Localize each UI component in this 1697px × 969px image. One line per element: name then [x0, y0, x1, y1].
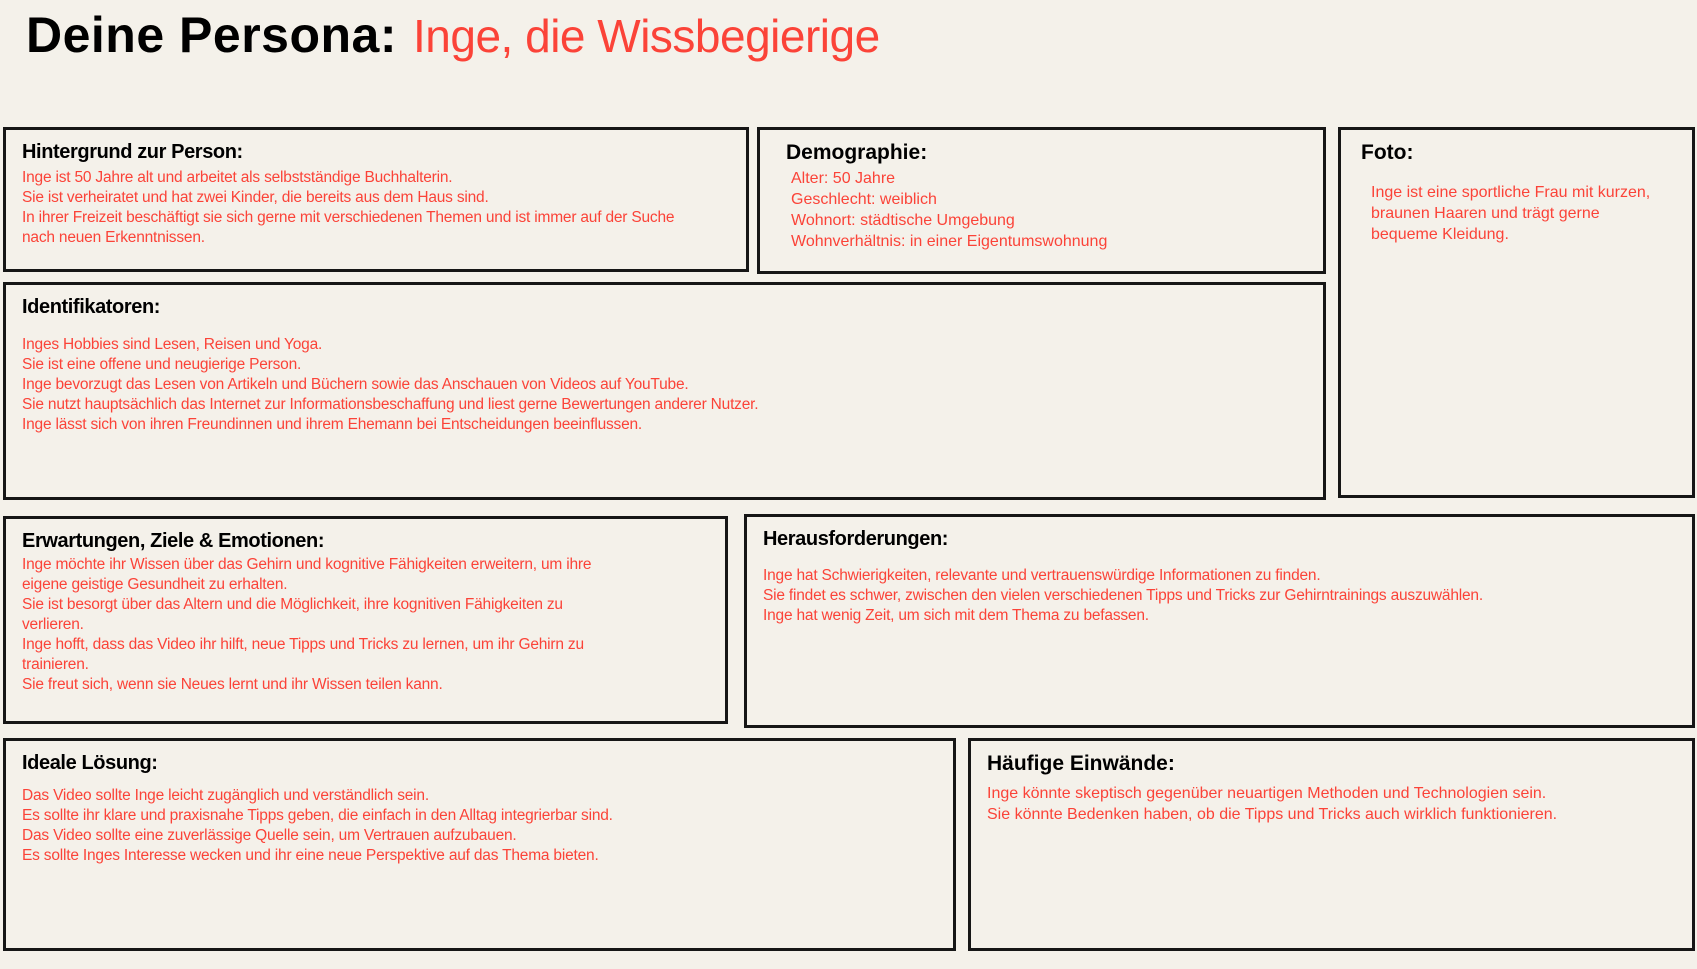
text-line: Inge möchte ihr Wissen über das Gehirn und kognitive Fähigkeiten erweitern, um ihre — [22, 556, 592, 573]
identifikatoren-heading: Identifikatoren: — [22, 296, 161, 318]
haeufige-einwaende-body — [987, 783, 1676, 825]
ideale-loesung-heading: Ideale Lösung: — [22, 752, 158, 774]
herausforderungen-heading: Herausforderungen: — [763, 528, 949, 550]
text-line: Inge lässt sich von ihren Freundinnen und ihrem Ehemann bei Entscheidungen beeinflussen. — [22, 416, 643, 433]
erwartungen-body — [22, 555, 709, 695]
erwartungen-ziele-emotionen-box — [3, 516, 728, 724]
text-line: Inge hat Schwierigkeiten, relevante und vertrauenswürdige Informationen zu finden. — [763, 567, 1321, 584]
herausforderungen-body — [763, 566, 1676, 626]
text-line: Inge ist eine sportliche Frau mit kurzen, — [1371, 184, 1651, 202]
text-line: Es sollte Inges Interesse wecken und ihr eine neue Perspektive auf das Thema bieten. — [22, 847, 599, 864]
ideale-loesung-box — [3, 738, 956, 951]
identifikatoren-body — [22, 335, 1307, 435]
text-line: In ihrer Freizeit beschäftigt sie sich gerne mit verschiedenen Themen und ist immer auf der Suche — [22, 209, 675, 226]
text-line: trainieren. — [22, 656, 89, 673]
text-line: eigene geistige Gesundheit zu erhalten. — [22, 576, 288, 593]
demographie-box — [757, 127, 1326, 274]
demographie-heading: Demographie: — [786, 141, 928, 164]
demographie-body — [786, 168, 1307, 252]
persona-name: Inge, die Wissbegierige — [413, 10, 880, 62]
text-line: Inge bevorzugt das Lesen von Artikeln und Büchern sowie das Anschauen von Videos auf YouTube. — [22, 376, 689, 393]
haeufige-einwaende-box — [968, 738, 1695, 951]
identifikatoren-box — [3, 282, 1326, 500]
ideale-loesung-body — [22, 786, 937, 866]
page-title — [26, 6, 880, 64]
text-line: Sie ist verheiratet und hat zwei Kinder, die bereits aus dem Haus sind. — [22, 189, 489, 206]
text-line: nach neuen Erkenntnissen. — [22, 229, 205, 246]
hintergrund-box — [3, 127, 749, 272]
text-line: Es sollte ihr klare und praxisnahe Tipps geben, die einfach in den Alltag integrierbar sind. — [22, 807, 613, 824]
text-line: Das Video sollte eine zuverlässige Quelle sein, um Vertrauen aufzubauen. — [22, 827, 517, 844]
text-line: Das Video sollte Inge leicht zugänglich und verständlich sein. — [22, 787, 429, 804]
text-line: Sie ist besorgt über das Altern und die Möglichkeit, ihre kognitiven Fähigkeiten zu — [22, 596, 563, 613]
text-line: Geschlecht: weiblich — [791, 191, 937, 209]
hintergrund-body — [22, 168, 730, 248]
erwartungen-heading: Erwartungen, Ziele & Emotionen: — [22, 530, 325, 552]
page-title-label: Deine Persona: — [26, 7, 398, 63]
text-line: Inge könnte skeptisch gegenüber neuartigen Methoden und Technologien sein. — [987, 785, 1547, 803]
text-line: Sie könnte Bedenken haben, ob die Tipps und Tricks auch wirklich funktionieren. — [987, 806, 1558, 824]
text-line: Sie ist eine offene und neugierige Person. — [22, 356, 302, 373]
foto-body — [1361, 182, 1684, 245]
text-line: Sie freut sich, wenn sie Neues lernt und ihr Wissen teilen kann. — [22, 676, 443, 693]
foto-box — [1338, 127, 1695, 498]
text-line: Sie nutzt hauptsächlich das Internet zur Informationsbeschaffung und liest gerne Bewertungen anderer Nutzer. — [22, 396, 759, 413]
text-line: bequeme Kleidung. — [1371, 226, 1509, 244]
hintergrund-heading: Hintergrund zur Person: — [22, 141, 243, 163]
text-line: braunen Haaren und trägt gerne — [1371, 205, 1600, 223]
text-line: Alter: 50 Jahre — [791, 170, 896, 188]
text-line: verlieren. — [22, 616, 84, 633]
foto-heading: Foto: — [1361, 141, 1414, 164]
text-line: Inge hat wenig Zeit, um sich mit dem Thema zu befassen. — [763, 607, 1149, 624]
text-line: Inge ist 50 Jahre alt und arbeitet als selbstständige Buchhalterin. — [22, 169, 453, 186]
text-line: Wohnort: städtische Umgebung — [791, 212, 1015, 230]
text-line: Wohnverhältnis: in einer Eigentumswohnung — [791, 233, 1108, 251]
text-line: Sie findet es schwer, zwischen den vielen verschiedenen Tipps und Tricks zur Gehirntrainings auszuwählen. — [763, 587, 1483, 604]
text-line: Inge hofft, dass das Video ihr hilft, neue Tipps und Tricks zu lernen, um ihr Gehirn zu — [22, 636, 584, 653]
text-line: Inges Hobbies sind Lesen, Reisen und Yoga. — [22, 336, 323, 353]
herausforderungen-box — [744, 514, 1695, 728]
haeufige-einwaende-heading: Häufige Einwände: — [987, 752, 1175, 775]
